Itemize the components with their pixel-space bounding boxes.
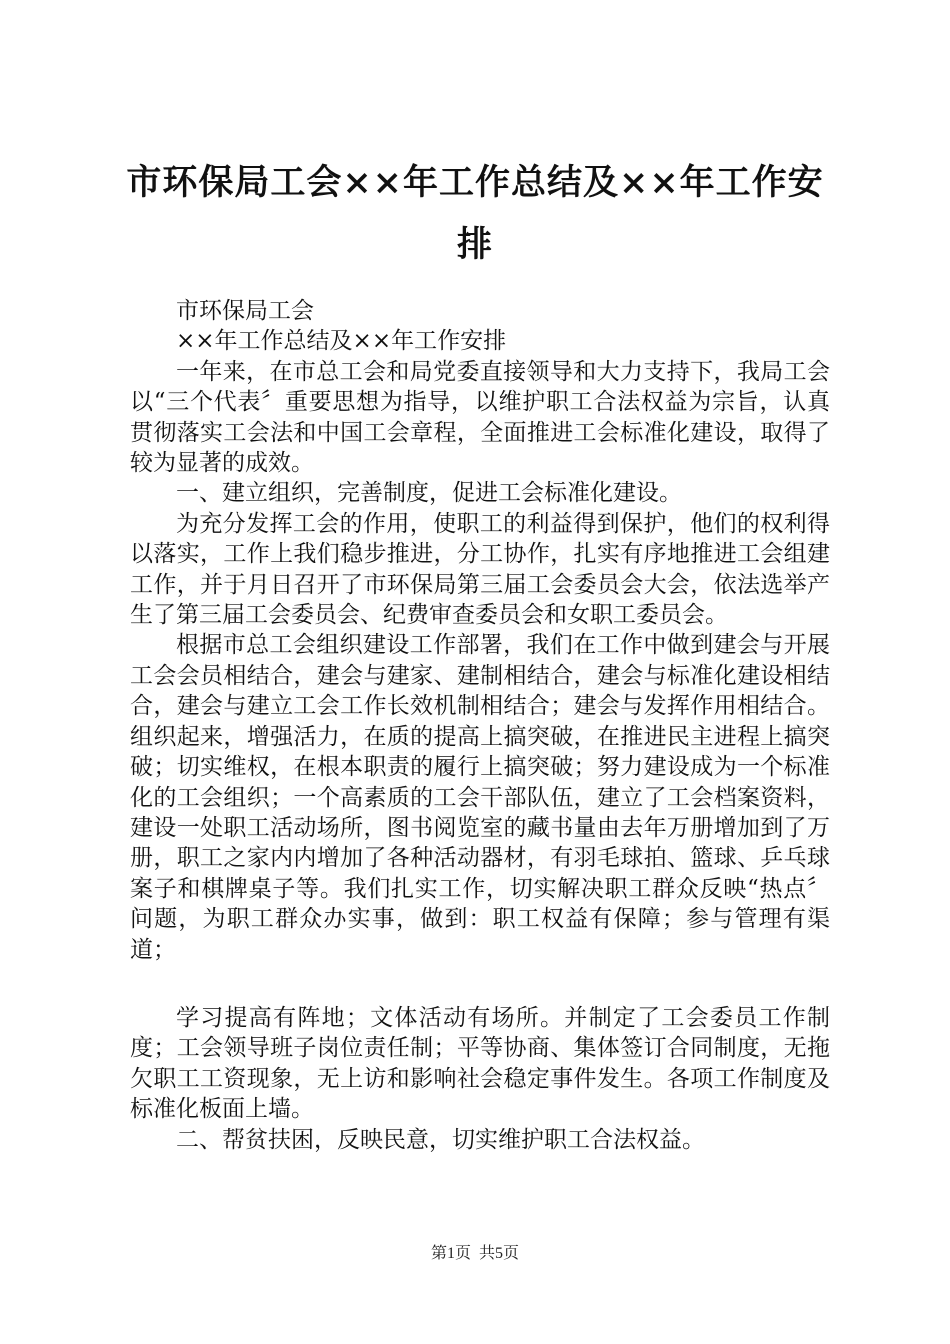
section-heading-1: 一、建立组织，完善制度，促进工会标准化建设。 (176, 480, 682, 507)
section-heading-2: 二、帮贫扶困，反映民意，切实维护职工合法权益。 (176, 1126, 705, 1153)
paragraph-gap (130, 965, 830, 1003)
intro-paragraph: 一年来，在市总工会和局党委直接领导和大力支持下，我局工会以“三个代表〞重要思想为指导，以维护职工合法权益为宗旨，认真贯彻落实工会法和中国工会章程，全面推进工会标准化建设，取得了较为显著的成效。 (130, 358, 830, 477)
section-1-paragraph-1: 为充分发挥工会的作用，使职工的利益得到保护，他们的权利得以落实，工作上我们稳步推进，分工协作，扎实有序地推进工会组建工作，并于月日召开了市环保局第三届工会委员会大会，依法选举产生了第三届工会委员会、纪费审查委员会和女职工委员会。 (130, 510, 830, 629)
document-body (130, 296, 830, 1155)
document-title: 市环保局工会××年工作总结及××年工作安排 (126, 162, 824, 265)
page-number-label: 第1页 共5页 (430, 1245, 519, 1262)
org-name-line: 市环保局工会 (176, 298, 314, 324)
page-footer (0, 1244, 950, 1264)
subtitle-line: ××年工作总结及××年工作安排 (176, 328, 507, 355)
section-1-paragraph-2: 根据市总工会组织建设工作部署，我们在工作中做到建会与开展工会会员相结合，建会与建家、建制相结合，建会与标准化建设相结合，建会与建立工会工作长效机制相结合；建会与发挥作用相结合。组织起来，增强活力，在质的提高上搞突破，在推进民主进程上搞突破；切实维权，在根本职责的履行上搞突破；努力建设成为一个标准化的工会组织；一个高素质的工会干部队伍，建立了工会档案资料，建设一处职工活动场所，图书阅览室的藏书量由去年万册增加到了万册，职工之家内内增加了各种活动器材，有羽毛球拍、篮球、乒乓球案子和棋牌桌子等。我们扎实工作，切实解决职工群众反映“热点〞问题，为职工群众办实事，做到：职工权益有保障；参与管理有渠道； (130, 632, 830, 963)
section-1-paragraph-3: 学习提高有阵地；文体活动有场所。并制定了工会委员工作制度；工会领导班子岗位责任制；平等协商、集体签订合同制度，无拖欠职工工资现象，无上访和影响社会稳定事件发生。各项工作制度及标准化板面上墙。 (130, 1004, 830, 1123)
